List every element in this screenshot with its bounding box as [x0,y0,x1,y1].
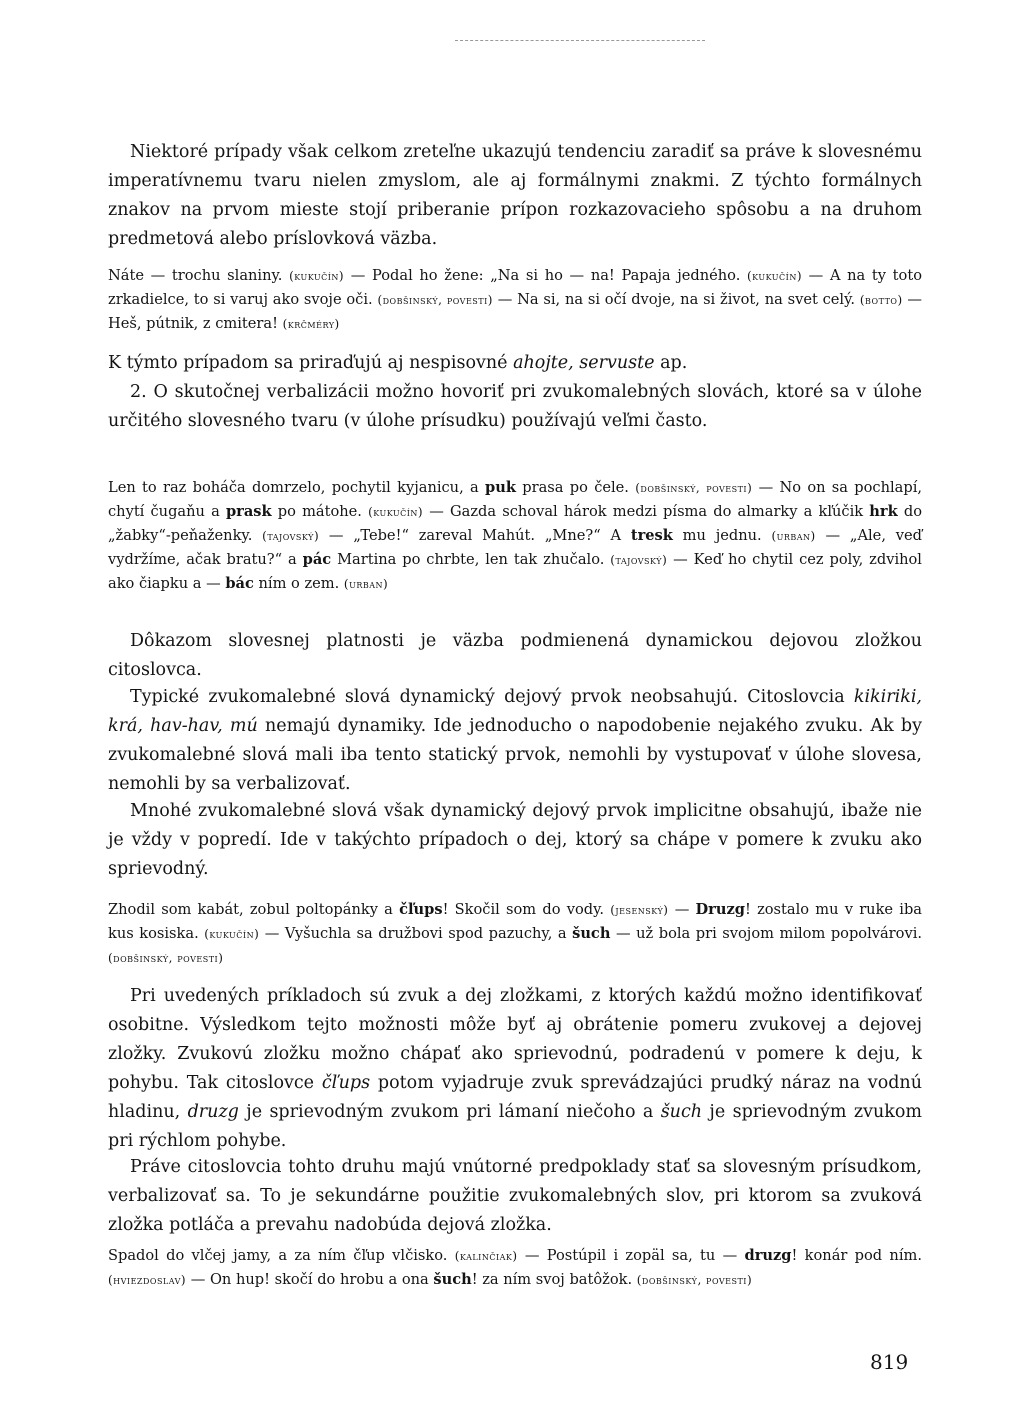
text-run: — Postúpil i zopäl sa, tu — [517,1247,745,1264]
paragraph [108,982,922,1156]
text-run: ! konár pod ním. [791,1247,922,1264]
text-run: — Keď ho chytil cez poly, zdvihol ako čiapku a — [108,551,922,592]
source-citation: (urban) [343,577,389,591]
text-run: — Podal ho žene: „Na si ho — na! Papaja jedného. [344,267,748,284]
source-citation: (dobšinský, povesti) [377,293,493,307]
source-citation: (hviezdoslav) [108,1273,187,1287]
text-run: mu jednu. [672,527,772,544]
italic-term: čľups [321,1073,371,1093]
emphasized-word: čľups [399,901,443,918]
text-run: Len to raz boháča domrzelo, pochytil kyjanicu, a [108,479,486,496]
example-block [108,476,922,596]
text-run: — A na ty toto zrkadielce, to si varuj ako svoje oči. [108,267,922,308]
main-paragraph-2 [108,349,922,378]
paragraph [108,378,922,436]
emphasized-word: prask [225,503,272,520]
emphasized-word: šuch [572,925,611,942]
examples-verbalization [108,476,922,596]
text-run: Mnohé zvukomalebné slová však dynamický dejový prvok implicitne obsahujú, ibaže nie je vždy v popredí. Ide v takýchto prípadoch o dej, ktorý sa chápe v pomere k zvuku ako sprievodný. [108,801,922,879]
text-run: Náte — trochu slaniny. [108,267,290,284]
main-paragraph-7 [108,982,922,1156]
emphasized-word: bác [225,575,254,592]
text-run: Martina po chrbte, len tak zhučalo. [331,551,611,568]
text-run: ! za ním svoj batôžok. [471,1271,637,1288]
text-run: Práve citoslovcia tohto druhu majú vnútorné predpoklady stať sa slovesným prísudkom, verbalizovať sa. To je sekundárne použitie zvukomalebných slov, pri ktorom sa zvuková zložka potláča a prevahu nadobúda dejová zložka. [108,1157,922,1235]
text-run: — „Tebe!“ zareval Mahút. „Mne?“ A [319,527,631,544]
text-run: Dôkazom slovesnej platnosti je väzba podmienená dynamickou dejovou zložkou citoslovca. [108,631,922,680]
text-run: — On hup! skočí do hrobu a ona [186,1271,434,1288]
source-citation: (dobšinský, povesti) [108,951,224,965]
text-run: Spadol do vlčej jamy, a za ním čľup vlčisko. [108,1247,455,1264]
text-run: — Heš, pútnik, z cmitera! [108,291,923,332]
emphasized-word: puk [485,479,516,496]
text-run: Niektoré prípady však celkom zreteľne ukazujú tendenciu zaradiť sa práve k slovesnému imperatívnemu tvaru nielen zmyslom, ale aj formálnymi znakmi. Z týchto formálnych znakov na prvom mieste stojí priberanie prípon rozkazovacieho spôsobu a na druhom predmetová alebo príslovková väzba. [108,142,922,249]
text-run: — Na si, na si očí dvoje, na si život, na svet celý. [492,291,860,308]
italic-term: kikiriki, krá, hav-hav, mú [108,687,922,736]
source-citation: (kukučín) [368,505,424,519]
examples-secondary [108,1244,922,1292]
text-run: 2. O skutočnej verbalizácii možno hovoriť pri zvukomalebných slovách, ktoré sa v úlohe určitého slovesného tvaru (v úlohe prísudku) používajú veľmi často. [108,382,922,431]
source-citation: (dobšinský, povesti) [635,481,753,495]
source-citation: (botto) [859,293,903,307]
source-citation: (dobšinský, povesti) [636,1273,753,1287]
main-paragraph-5 [108,683,922,799]
text-run: Typické zvukomalebné slová dynamický dejový prvok neobsahujú. Citoslovcia [130,687,854,707]
source-citation: (kalinčiak) [454,1249,518,1263]
text-run: je sprievodným zvukom pri rýchlom pohybe. [108,1102,922,1151]
text-run: nemajú dynamiky. Ide jednoducho o napodobenie nejakého zvuku. Ak by zvukomalebné slová mali iba tento statický prvok, nemohli by vystupovať v úlohe slovesa, nemohli by sa verbalizovať. [108,716,922,794]
italic-term: druzg [187,1102,239,1122]
source-citation: (urban) [771,529,816,543]
text-run: — [668,901,696,918]
emphasized-word: Druzg [695,901,745,918]
top-rule [455,40,705,41]
text-run: po mátohe. [271,503,369,520]
text-run: — už bola pri svojom milom popolvárovi. [610,925,922,942]
example-block [108,264,922,336]
page-number: 819 [870,1350,909,1374]
examples-accompanying [108,898,922,970]
main-paragraph-8 [108,1153,922,1240]
source-citation: (tajovský) [610,553,668,567]
italic-term: šuch [660,1102,703,1122]
emphasized-word: hrk [869,503,898,520]
paragraph [108,683,922,799]
emphasized-word: šuch [433,1271,472,1288]
text-run: potom vyjadruje zvuk sprevádzajúci prudký náraz na vodnú hladinu, [108,1073,922,1122]
source-citation: (kukučín) [747,269,803,283]
main-paragraph-4 [108,627,922,685]
source-citation: (krčméry) [282,317,340,331]
example-block [108,1244,922,1292]
source-citation: (jesenský) [610,903,669,917]
text-run: ap. [654,353,688,373]
emphasized-word: pác [302,551,332,568]
paragraph [108,627,922,685]
example-block [108,898,922,970]
examples-imperative [108,264,922,336]
text-run: Pri uvedených príkladoch sú zvuk a dej zložkami, z ktorých každú možno identifikovať osobitne. Výsledkom tejto možnosti môže byť aj obrátenie pomeru zvukovej a dejovej zložky. Zvukovú zložku možno chápať ako sprievodnú, podradenú v pomere k deju, k pohybu. Tak citoslovce [108,986,922,1093]
text-run: Zhodil som kabát, zobul poltopánky a [108,901,400,918]
text-run: — Vyšuchla sa družbovi spod pazuchy, a [259,925,573,942]
main-paragraph-3 [108,378,922,436]
emphasized-word: druzg [744,1247,792,1264]
source-citation: (kukučín) [204,927,260,941]
paragraph [108,797,922,884]
paragraph [108,138,922,254]
paragraph [108,349,922,378]
emphasized-word: tresk [630,527,673,544]
text-run: ním o zem. [253,575,344,592]
text-run: prasa po čele. [515,479,636,496]
text-run: — No on sa pochlapí, chytí čugaňu a [108,479,923,520]
italic-term: ahojte, servuste [513,353,655,373]
text-run: je sprievodným zvukom pri lámaní niečoho a [238,1102,661,1122]
source-citation: (tajovský) [262,529,320,543]
text-run: — „Ale, veď vydržíme, ačak bratu?“ a [108,527,922,568]
text-run: do „žabky“-peňaženky. [108,503,922,544]
text-run: ! zostalo mu v ruke iba kus kosiska. [108,901,922,942]
main-paragraph-6 [108,797,922,884]
main-paragraph-1 [108,138,922,254]
source-citation: (kukučín) [289,269,345,283]
text-run: ! Skočil som do vody. [442,901,611,918]
text-run: — Gazda schoval hárok medzi písma do almarky a kľúčik [423,503,870,520]
text-run: K týmto prípadom sa priraďujú aj nespisovné [108,353,514,373]
paragraph [108,1153,922,1240]
